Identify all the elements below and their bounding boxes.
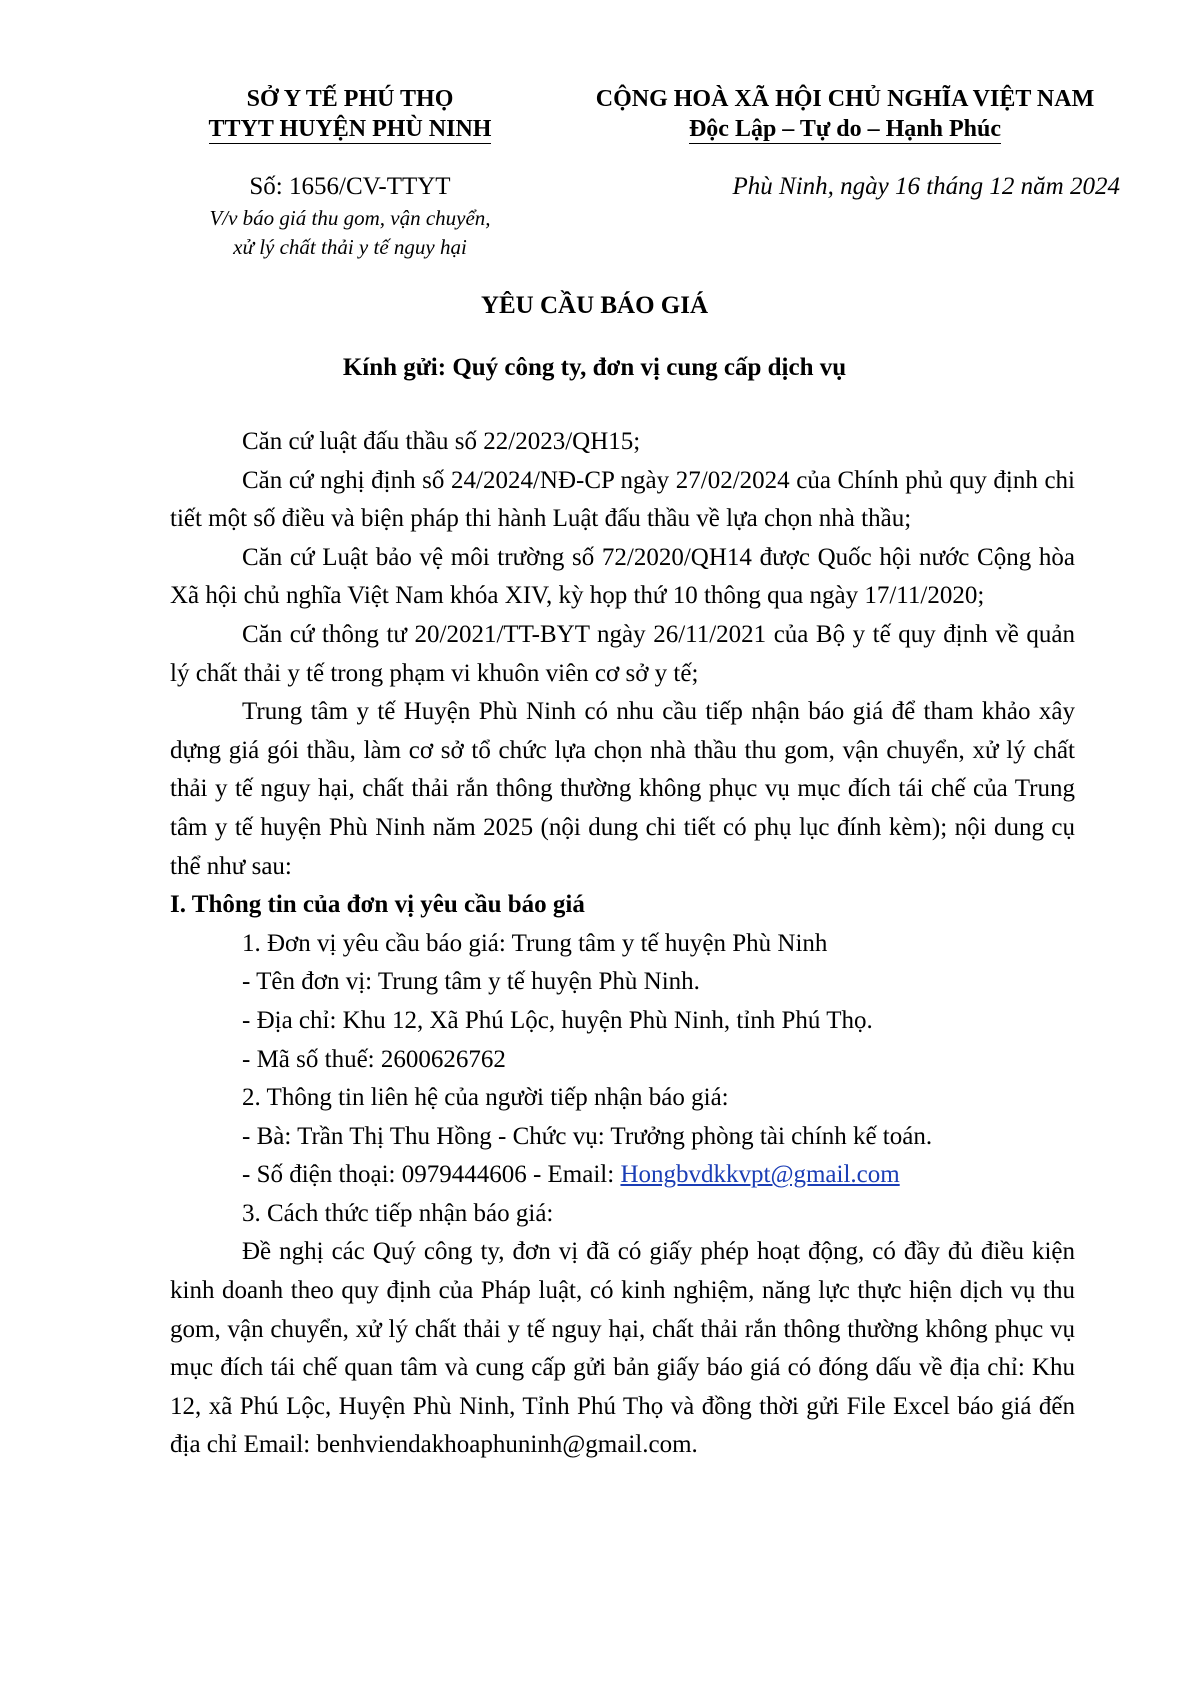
section-1-item-2: 2. Thông tin liên hệ của người tiếp nhận báo giá:: [242, 1084, 729, 1112]
issuing-organization: [150, 84, 550, 144]
basis-paragraph-1: Căn cứ luật đấu thầu số 22/2023/QH15;: [242, 428, 641, 455]
national-header: [565, 84, 1125, 144]
nation-motto: Độc Lập – Tự do – Hạnh Phúc: [688, 116, 1002, 142]
org-line-2: TTYT HUYỆN PHÙ NINH: [208, 116, 492, 142]
phone-email-line: [170, 1156, 1075, 1195]
basis-paragraph-3: Căn cứ Luật bảo vệ môi trường số 72/2020/QH14 được Quốc hội nước Cộng hòa Xã hội chủ nghĩa Việt Nam khóa XIV, kỳ họp thứ 10 thông qua ngày 17/11/2020;: [170, 543, 1075, 610]
basis-paragraph-4: Căn cứ thông tư 20/2021/TT-BYT ngày 26/11/2021 của Bộ y tế quy định về quản lý chất thải y tế trong phạm vi khuôn viên cơ sở y tế;: [170, 620, 1075, 687]
section-1-heading: I. Thông tin của đơn vị yêu cầu báo giá: [170, 891, 585, 919]
recipient-line: Kính gửi: Quý công ty, đơn vị cung cấp dịch vụ: [342, 354, 847, 381]
document-title: YÊU CẦU BÁO GIÁ: [480, 292, 709, 319]
unit-name-line: - Tên đơn vị: Trung tâm y tế huyện Phù Ninh.: [242, 968, 700, 996]
unit-address-line: - Địa chỉ: Khu 12, Xã Phú Lộc, huyện Phù Ninh, tỉnh Phú Thọ.: [242, 1006, 873, 1034]
subject-line-2: xử lý chất thải y tế nguy hại: [233, 235, 467, 259]
document-body: [170, 423, 1075, 1465]
org-line-1: SỞ Y TẾ PHÚ THỌ: [246, 86, 454, 112]
basis-paragraph-2: Căn cứ nghị định số 24/2024/NĐ-CP ngày 27/02/2024 của Chính phủ quy định chi tiết một số điều và biện pháp thi hành Luật đấu thầu về lựa chọn nhà thầu;: [170, 466, 1075, 533]
nation-line-1: CỘNG HOÀ XÃ HỘI CHỦ NGHĨA VIỆT NAM: [595, 86, 1095, 112]
document-date: Phù Ninh, ngày 16 tháng 12 năm 2024: [732, 173, 1120, 200]
document-subject: [150, 204, 550, 262]
tax-code-line: - Mã số thuế: 2600626762: [242, 1045, 506, 1073]
contact-person-line: - Bà: Trần Thị Thu Hồng - Chức vụ: Trưởng phòng tài chính kế toán.: [242, 1122, 933, 1150]
contact-email-link[interactable]: Hongbvdkkvpt@gmail.com: [620, 1161, 900, 1189]
section-1-item-1: 1. Đơn vị yêu cầu báo giá: Trung tâm y tế huyện Phù Ninh: [242, 929, 828, 957]
document-number: Số: 1656/CV-TTYT: [249, 173, 451, 200]
submission-method-paragraph: Đề nghị các Quý công ty, đơn vị đã có giấy phép hoạt động, có đầy đủ điều kiện kinh doanh theo quy định của Pháp luật, có kinh nghiệm, năng lực thực hiện dịch vụ thu gom, vận chuyển, xử lý chất thải y tế nguy hại, chất thải rắn thông thường không phục vụ mục đích tái chế quan tâm và cung cấp gửi bản giấy báo giá có đóng dấu về địa chỉ: Khu 12, xã Phú Lộc, Huyện Phù Ninh, Tỉnh Phú Thọ và đồng thời gửi File Excel báo giá đến địa chỉ Email: benhviendakhoaphuninh@gmail.com.: [170, 1238, 1075, 1459]
subject-line-1: V/v báo giá thu gom, vận chuyển,: [209, 206, 491, 230]
purpose-paragraph: Trung tâm y tế Huyện Phù Ninh có nhu cầu tiếp nhận báo giá để tham khảo xây dựng giá gói thầu, làm cơ sở tổ chức lựa chọn nhà thầu thu gom, vận chuyển, xử lý chất thải y tế nguy hại, chất thải rắn thông thường không phục vụ mục đích tái chế của Trung tâm y tế huyện Phù Ninh năm 2025 (nội dung chi tiết có phụ lục đính kèm); nội dung cụ thể như sau:: [170, 698, 1075, 880]
phone-text: - Số điện thoại: 0979444606 - Email:: [242, 1161, 621, 1189]
section-1-item-3: 3. Cách thức tiếp nhận báo giá:: [242, 1199, 554, 1227]
